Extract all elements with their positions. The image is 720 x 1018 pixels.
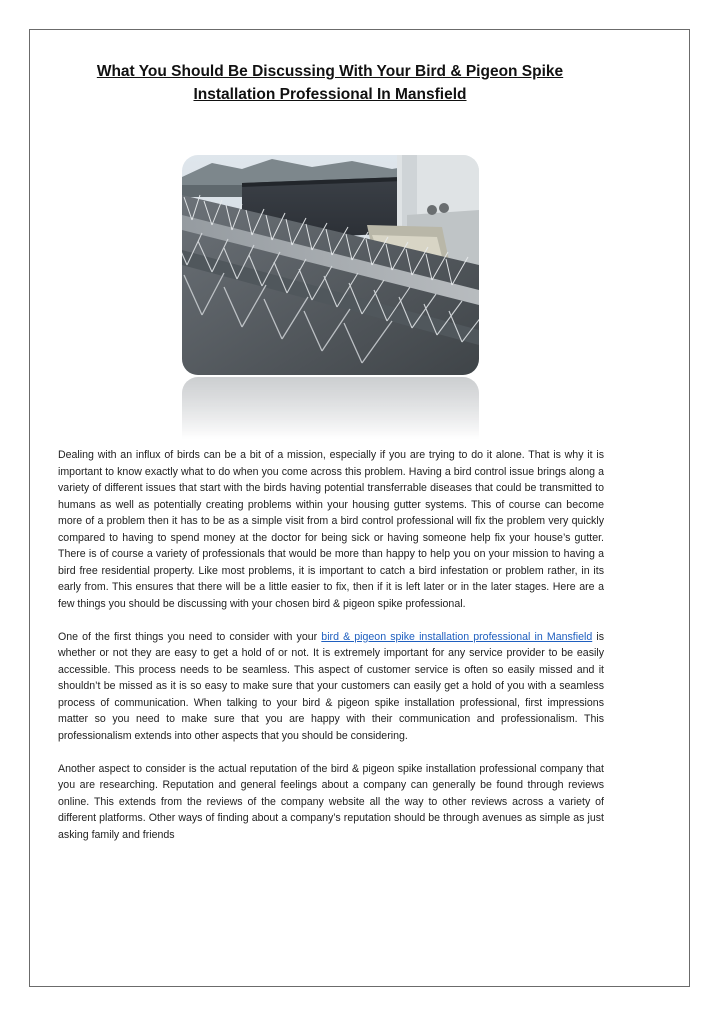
- paragraph-text: One of the first things you need to consider with your: [58, 630, 322, 643]
- rooftop-bird-spikes-image: [182, 155, 479, 375]
- paragraph-intro: Dealing with an influx of birds can be a bit of a mission, especially if you are trying to do it alone. That is why it is important to know exactly what to do when you come across this problem. Having a bird control issue brings along a variety of different issues that start with the birds having potential transferrable diseases that could be transmitted to humans as well as potentially creating problems within your housing gutter systems. This of course can become more of a problem then it has to be as a simple visit from a bird control professional will fix the problem very quickly compared to having to spend money at the doctor for being sick or having someone help fix your house’s gutter. There is of course a variety of professionals that would be more than happy to help you on your mission to having a bird free residential property. Like most problems, it is important to catch a bird infestation or problem rather, in its early from. This ensures that there will be a little easier to fix, then if it is left later or in the later stages. Here are a few things you should be discussing with your chosen bird & pigeon spike professional.: [58, 449, 604, 610]
- paragraph-text: is whether or not they are easy to get a hold of or not. It is extremely important for any service provider to be easily accessible. This process needs to be seamless. This aspect of customer service is often so easily missed and it shouldn’t be missed as it is so easy to make sure that your customers can easily get a hold of you with a seamless process of communication. When talking to your bird & pigeon spike installation professional, first impressions matter so you need to make sure that you are happy with their communication and professionalism. This professionalism extends into other aspects that you should be considering.: [58, 630, 605, 742]
- bird-spike-photo: [182, 155, 479, 375]
- paragraph-reputation: Another aspect to consider is the actual reputation of the bird & pigeon spike installation professional company that you are researching. Reputation and general feelings about a company can generally be found through reviews online. This extends from the reviews of the company website all the way to other reviews across a variety of different platforms. Other ways of finding about a company’s reputation should be through avenues as simple as just asking family and friends: [58, 762, 604, 841]
- paragraph-accessibility: [58, 629, 604, 745]
- article-body: [58, 447, 604, 860]
- photo-reflection: [182, 377, 479, 439]
- installer-mansfield-link[interactable]: bird & pigeon spike installation professional in Mansfield: [321, 630, 593, 643]
- document-title: What You Should Be Discussing With Your Bird & Pigeon Spike Installation Professional In Mansfield: [96, 63, 564, 103]
